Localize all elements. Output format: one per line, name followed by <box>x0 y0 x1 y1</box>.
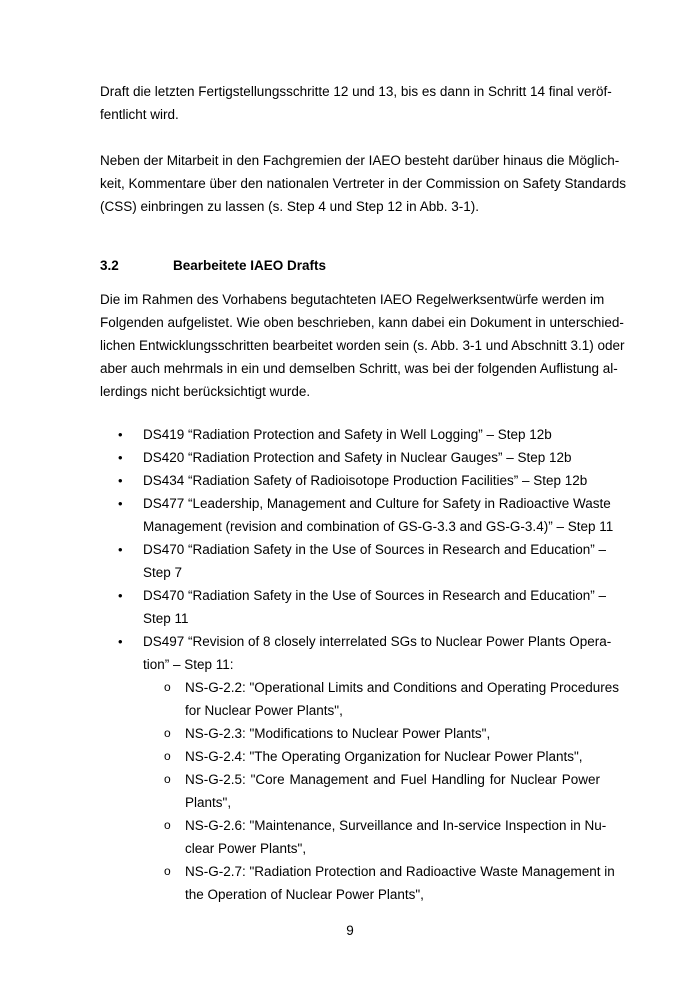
bullet-icon: • <box>118 427 123 442</box>
section-title: Bearbeitete IAEO Drafts <box>173 258 327 273</box>
circle-bullet-icon: o <box>164 680 171 694</box>
paragraph-line: Neben der Mitarbeit in den Fachgremien der IAEO besteht darüber hinaus die Möglich- <box>100 153 620 168</box>
bullet-icon: • <box>118 450 123 465</box>
ns-guides-sublist <box>143 676 620 906</box>
sub-list-item-text: NS-G-2.5: "Core Management and Fuel Handling for Nuclear Power <box>185 772 600 787</box>
paragraph-line: Die im Rahmen des Vorhabens begutachteten IAEO Regelwerksentwürfe werden im <box>100 292 605 307</box>
paragraph-line: fentlicht wird. <box>100 107 179 122</box>
paragraph-3 <box>100 288 625 403</box>
sub-list-item-text: NS-G-2.3: "Modifications to Nuclear Power Plants", <box>185 726 491 741</box>
sub-list-item <box>143 814 607 860</box>
sub-list-item-text: clear Power Plants", <box>185 841 307 856</box>
section-heading <box>100 257 326 275</box>
list-item <box>100 492 614 538</box>
paragraph-2 <box>100 149 627 218</box>
list-item <box>100 584 607 630</box>
sub-list-item-text: NS-G-2.6: "Maintenance, Surveillance and In-service Inspection in Nu- <box>185 818 607 833</box>
paragraph-line: (CSS) einbringen zu lassen (s. Step 4 und Step 12 in Abb. 3-1). <box>100 199 479 214</box>
sub-list-item-text: NS-G-2.2: "Operational Limits and Conditions and Operating Procedures <box>185 680 620 695</box>
drafts-bullet-list <box>100 423 620 906</box>
sub-list-item <box>143 676 620 722</box>
circle-bullet-icon: o <box>164 818 171 832</box>
circle-bullet-icon: o <box>164 772 171 786</box>
sub-list-item <box>143 768 600 814</box>
page-number: 9 <box>346 923 354 938</box>
sub-list-item-text: the Operation of Nuclear Power Plants", <box>185 887 424 902</box>
list-item-text: Step 7 <box>143 565 183 580</box>
paragraph-line: Draft die letzten Fertigstellungsschritte 12 und 13, bis es dann in Schritt 14 final veröf- <box>100 84 612 99</box>
sub-list-item <box>143 722 600 745</box>
list-item-text: DS420 “Radiation Protection and Safety in Nuclear Gauges” – Step 12b <box>143 450 572 465</box>
list-item-text: Management (revision and combination of GS-G-3.3 and GS-G-3.4)” – Step 11 <box>143 519 614 534</box>
sub-list-item-text: NS-G-2.4: "The Operating Organization for Nuclear Power Plants", <box>185 749 583 764</box>
sub-list-item <box>143 745 600 768</box>
sub-list-item <box>143 860 615 906</box>
circle-bullet-icon: o <box>164 749 171 763</box>
sub-list-item-text: for Nuclear Power Plants", <box>185 703 343 718</box>
bullet-icon: • <box>118 634 123 649</box>
section-number: 3.2 <box>100 258 119 273</box>
bullet-icon: • <box>118 542 123 557</box>
paragraph-line: lichen Entwicklungsschritten bearbeitet worden sein (s. Abb. 3-1 und Abschnitt 3.1) oder <box>100 338 625 353</box>
circle-bullet-icon: o <box>164 864 171 878</box>
paragraph-1 <box>100 80 612 126</box>
list-item <box>100 423 600 446</box>
bullet-icon: • <box>118 588 123 603</box>
list-item <box>100 469 600 492</box>
list-item-text: tion” – Step 11: <box>143 657 234 672</box>
sub-list-item-text: NS-G-2.7: "Radiation Protection and Radioactive Waste Management in <box>185 864 615 879</box>
sub-list-item-text: Plants", <box>185 795 232 810</box>
list-item <box>100 446 600 469</box>
circle-bullet-icon: o <box>164 726 171 740</box>
paragraph-line: lerdings nicht berücksichtigt wurde. <box>100 384 311 399</box>
list-item-text: Step 11 <box>143 611 189 626</box>
list-item-text: DS470 “Radiation Safety in the Use of Sources in Research and Education” – <box>143 588 607 603</box>
list-item-text: DS477 “Leadership, Management and Culture for Safety in Radioactive Waste <box>143 496 611 511</box>
bullet-icon: • <box>118 473 123 488</box>
list-item-text: DS497 “Revision of 8 closely interrelated SGs to Nuclear Power Plants Opera- <box>143 634 612 649</box>
bullet-icon: • <box>118 496 123 511</box>
list-item <box>100 538 607 584</box>
paragraph-line: Folgenden aufgelistet. Wie oben beschrieben, kann dabei ein Dokument in unterschied- <box>100 315 624 330</box>
list-item-text: DS419 “Radiation Protection and Safety in Well Logging” – Step 12b <box>143 427 552 442</box>
paragraph-line: keit, Kommentare über den nationalen Vertreter in der Commission on Safety Standards <box>100 176 627 191</box>
list-item <box>100 630 620 906</box>
paragraph-line: aber auch mehrmals in ein und demselben Schritt, was bei der folgenden Auflistung al- <box>100 361 618 376</box>
list-item-text: DS470 “Radiation Safety in the Use of Sources in Research and Education” – <box>143 542 607 557</box>
list-item-text: DS434 “Radiation Safety of Radioisotope Production Facilities” – Step 12b <box>143 473 588 488</box>
